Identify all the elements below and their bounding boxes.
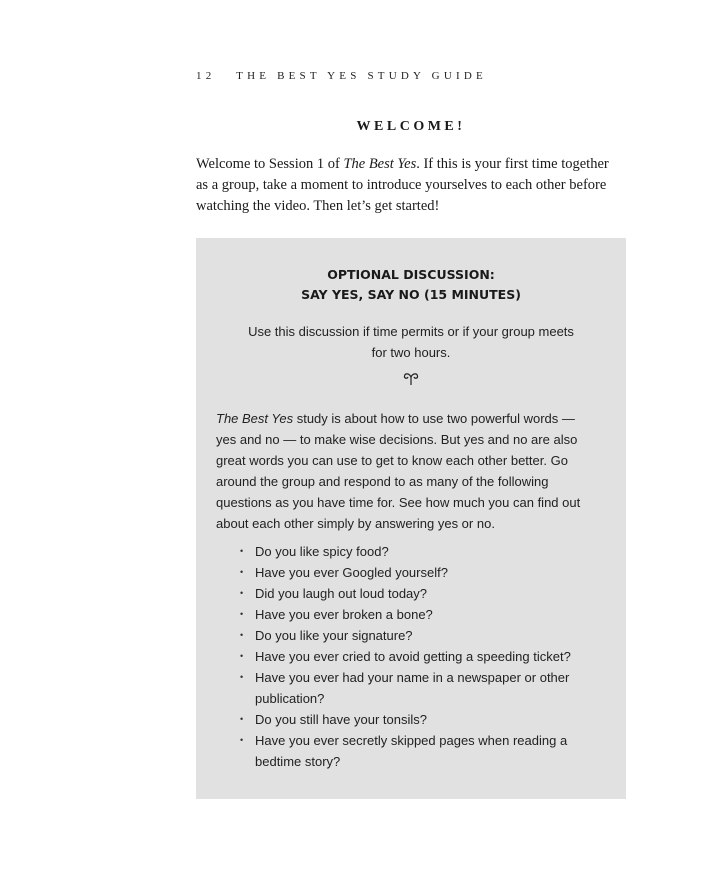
running-head: [196, 70, 487, 82]
intro-line-1: Welcome to Session 1 of The Best Yes. If this is your first time together: [196, 156, 609, 172]
fleuron-ornament-icon: [196, 372, 626, 388]
body-line-2: yes and no — to make wise decisions. But yes and no are also: [216, 432, 578, 447]
list-item: • Have you ever broken a bone?: [240, 604, 610, 625]
welcome-heading: WELCOME!: [356, 119, 466, 134]
intro-line-3: watching the video. Then let’s get started!: [196, 198, 440, 214]
list-item: • Did you laugh out loud today?: [240, 583, 610, 604]
optional-discussion-box: [196, 238, 626, 799]
discussion-heading: OPTIONAL DISCUSSION: SAY YES, SAY NO (15 MINUTES): [301, 267, 521, 302]
body-line-6: about each other simply by answering yes or no.: [216, 516, 495, 531]
discussion-body: [216, 408, 616, 534]
list-item: • Do you like your signature?: [240, 625, 610, 646]
list-item: • Have you ever Googled yourself?: [240, 562, 610, 583]
welcome-intro: [196, 154, 636, 217]
body-line-3: great words you can use to get to know each other better. Go: [216, 453, 568, 468]
list-item: • Have you ever cried to avoid getting a speeding ticket?: [240, 646, 610, 667]
question-list: [240, 541, 610, 772]
fleuron-svg: [402, 372, 420, 386]
body-line-4: around the group and respond to as many of the following: [216, 474, 549, 489]
body-line-1: The Best Yes study is about how to use two powerful words —: [216, 411, 575, 426]
body-line-5: questions as you have time for. See how much you can find out: [216, 495, 581, 510]
book-title-italic: The Best Yes: [343, 156, 417, 172]
list-item: • Have you ever had your name in a newspaper or other publication?: [240, 667, 610, 709]
page-number: 12: [196, 70, 216, 82]
book-title: THE BEST YES STUDY GUIDE: [236, 70, 487, 82]
list-item: • Have you ever secretly skipped pages when reading a bedtime story?: [240, 730, 610, 772]
discussion-subtitle: Use this discussion if time permits or if your group meets for two hours.: [248, 324, 574, 360]
list-item: • Do you like spicy food?: [240, 541, 610, 562]
list-item: • Do you still have your tonsils?: [240, 709, 610, 730]
intro-line-2: as a group, take a moment to introduce yourselves to each other before: [196, 177, 607, 193]
book-title-italic: The Best Yes: [216, 411, 294, 426]
